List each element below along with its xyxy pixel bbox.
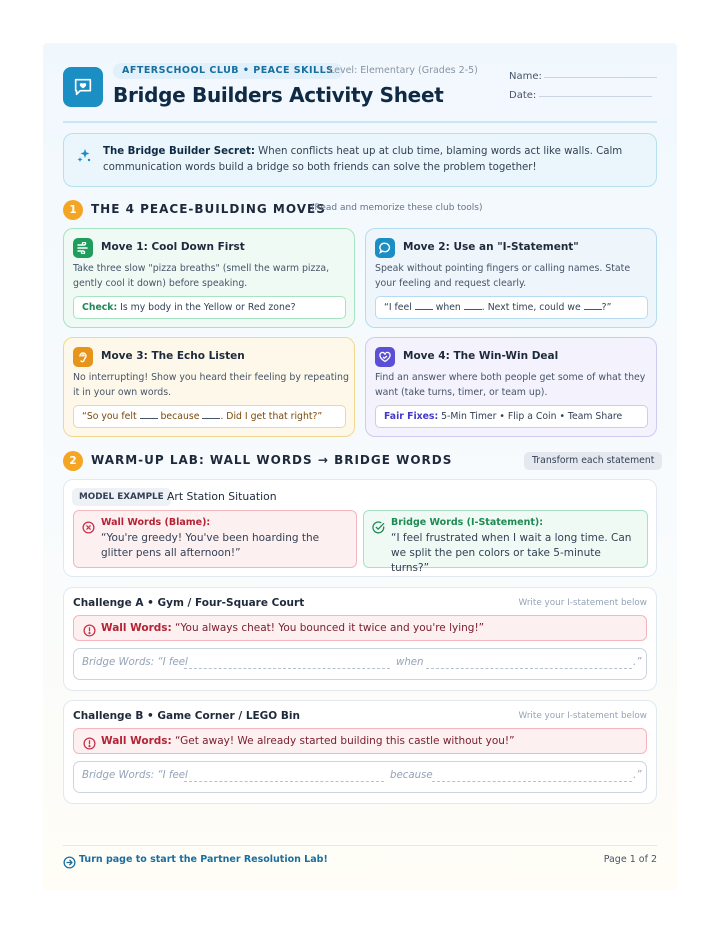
date-label: Date: (509, 90, 537, 101)
wall-words-title: Wall Words (Blame): (101, 517, 211, 528)
challenge-a-card (63, 587, 657, 691)
wall-words-quote: “You're greedy! You've been hoarding the glitter pens all afternoon!” (101, 532, 320, 559)
bridge-words-answer-field[interactable] (73, 761, 647, 793)
answer-prompt-middle: because (390, 770, 433, 781)
name-line[interactable] (544, 77, 657, 78)
next-page-link[interactable]: Turn page to start the Partner Resolution Lab! (79, 854, 328, 865)
move-description: No interrupting! Show you heard their feeling by repeating it in your own words. (73, 372, 349, 398)
i-statement-template: “I feel when . Next time, could we ?” (375, 296, 648, 319)
move-title: Move 4: The Win-Win Deal (403, 350, 559, 362)
answer-blank-feeling[interactable] (184, 781, 384, 782)
answer-blank-reason[interactable] (426, 668, 632, 669)
club-tag: AFTERSCHOOL CLUB • PEACE SKILLS (113, 63, 343, 79)
transform-pill: Transform each statement (524, 452, 662, 470)
challenge-b-card (63, 700, 657, 804)
challenge-hint: Write your I-statement below (518, 598, 647, 608)
date-line[interactable] (539, 96, 652, 97)
bridge-words-box (363, 510, 648, 574)
bridge-words-title: Bridge Words (I-Statement): (391, 517, 544, 528)
alert-circle-icon (83, 735, 96, 754)
section-title-warmup: WARM-UP LAB: WALL WORDS → BRIDGE WORDS (91, 453, 453, 467)
x-circle-icon (82, 519, 95, 538)
section-number-2: 2 (63, 451, 83, 471)
secret-callout (63, 133, 657, 187)
move-card-1 (63, 228, 355, 328)
handshake-icon (375, 347, 395, 367)
answer-prompt-middle: when (396, 657, 424, 668)
move-description: Speak without pointing fingers or calling names. State your feeling and request clearly. (375, 263, 631, 289)
challenge-title: Challenge B • Game Corner / LEGO Bin (73, 710, 300, 722)
answer-prompt-end: .” (633, 657, 642, 668)
move-description: Find an answer where both people get some of what they want (take turns, timer, or team up). (375, 372, 646, 398)
challenge-hint: Write your I-statement below (518, 711, 647, 721)
heart-chat-logo-icon (63, 67, 103, 107)
challenge-title: Challenge A • Gym / Four-Square Court (73, 597, 305, 609)
grade-level: Level: Elementary (Grades 2-5) (329, 65, 478, 76)
answer-prompt-start: Bridge Words: “I feel (82, 657, 188, 668)
check-circle-icon (372, 519, 385, 538)
move-description: Take three slow "pizza breaths" (smell the warm pizza, gently cool it down) before speaking. (73, 263, 330, 289)
wall-words-text: Wall Words: “Get away! We already started building this castle without you!” (101, 735, 515, 747)
move-card-3 (63, 337, 355, 437)
cool-down-icon (73, 238, 93, 258)
answer-prompt-start: Bridge Words: “I feel (82, 770, 188, 781)
wall-words-text: Wall Words: “You always cheat! You bounced it twice and you're lying!” (101, 622, 485, 634)
fair-fixes-box: Fair Fixes: 5-Min Timer • Flip a Coin • Team Share (375, 405, 648, 428)
section-title-moves: THE 4 PEACE-BUILDING MOVES (91, 202, 326, 216)
page-number: Page 1 of 2 (603, 854, 657, 865)
speech-bubble-icon (375, 238, 395, 258)
model-situation: Art Station Situation (167, 490, 277, 503)
wall-words-row (73, 615, 647, 641)
move-card-4 (365, 337, 657, 437)
footer-divider (63, 845, 657, 846)
bridge-words-answer-field[interactable] (73, 648, 647, 680)
model-tag: MODEL EXAMPLE (72, 488, 171, 506)
answer-prompt-end: .” (633, 770, 642, 781)
alert-circle-icon (83, 622, 96, 641)
answer-blank-feeling[interactable] (184, 668, 390, 669)
model-example-card (63, 479, 657, 577)
ear-icon (73, 347, 93, 367)
header-divider (63, 121, 657, 123)
move-card-2 (365, 228, 657, 328)
bridge-words-quote: “I feel frustrated when I wait a long time. Can we split the pen colors or take 5-minute turns?” (391, 532, 632, 574)
move-title: Move 1: Cool Down First (101, 241, 245, 253)
move-title: Move 3: The Echo Listen (101, 350, 245, 362)
section-number-1: 1 (63, 200, 83, 220)
move-title: Move 2: Use an "I-Statement" (403, 241, 579, 253)
arrow-right-circle-icon (63, 854, 76, 873)
name-label: Name: (509, 71, 542, 82)
move-check-box: Check: Is my body in the Yellow or Red zone? (73, 296, 346, 319)
secret-text: The Bridge Builder Secret: When conflicts heat up at club time, blaming words act like walls. Calm communication words build a bridge so both friends can solve the problem together! (103, 146, 623, 173)
wall-words-row (73, 728, 647, 754)
activity-sheet (43, 43, 677, 890)
wall-words-box (73, 510, 357, 568)
section-note: (Read and memorize these club tools) (311, 203, 483, 213)
answer-blank-reason[interactable] (432, 781, 632, 782)
page-title: Bridge Builders Activity Sheet (113, 83, 444, 107)
echo-template: “So you felt because . Did I get that right?” (73, 405, 346, 428)
sparkle-icon (76, 148, 92, 168)
